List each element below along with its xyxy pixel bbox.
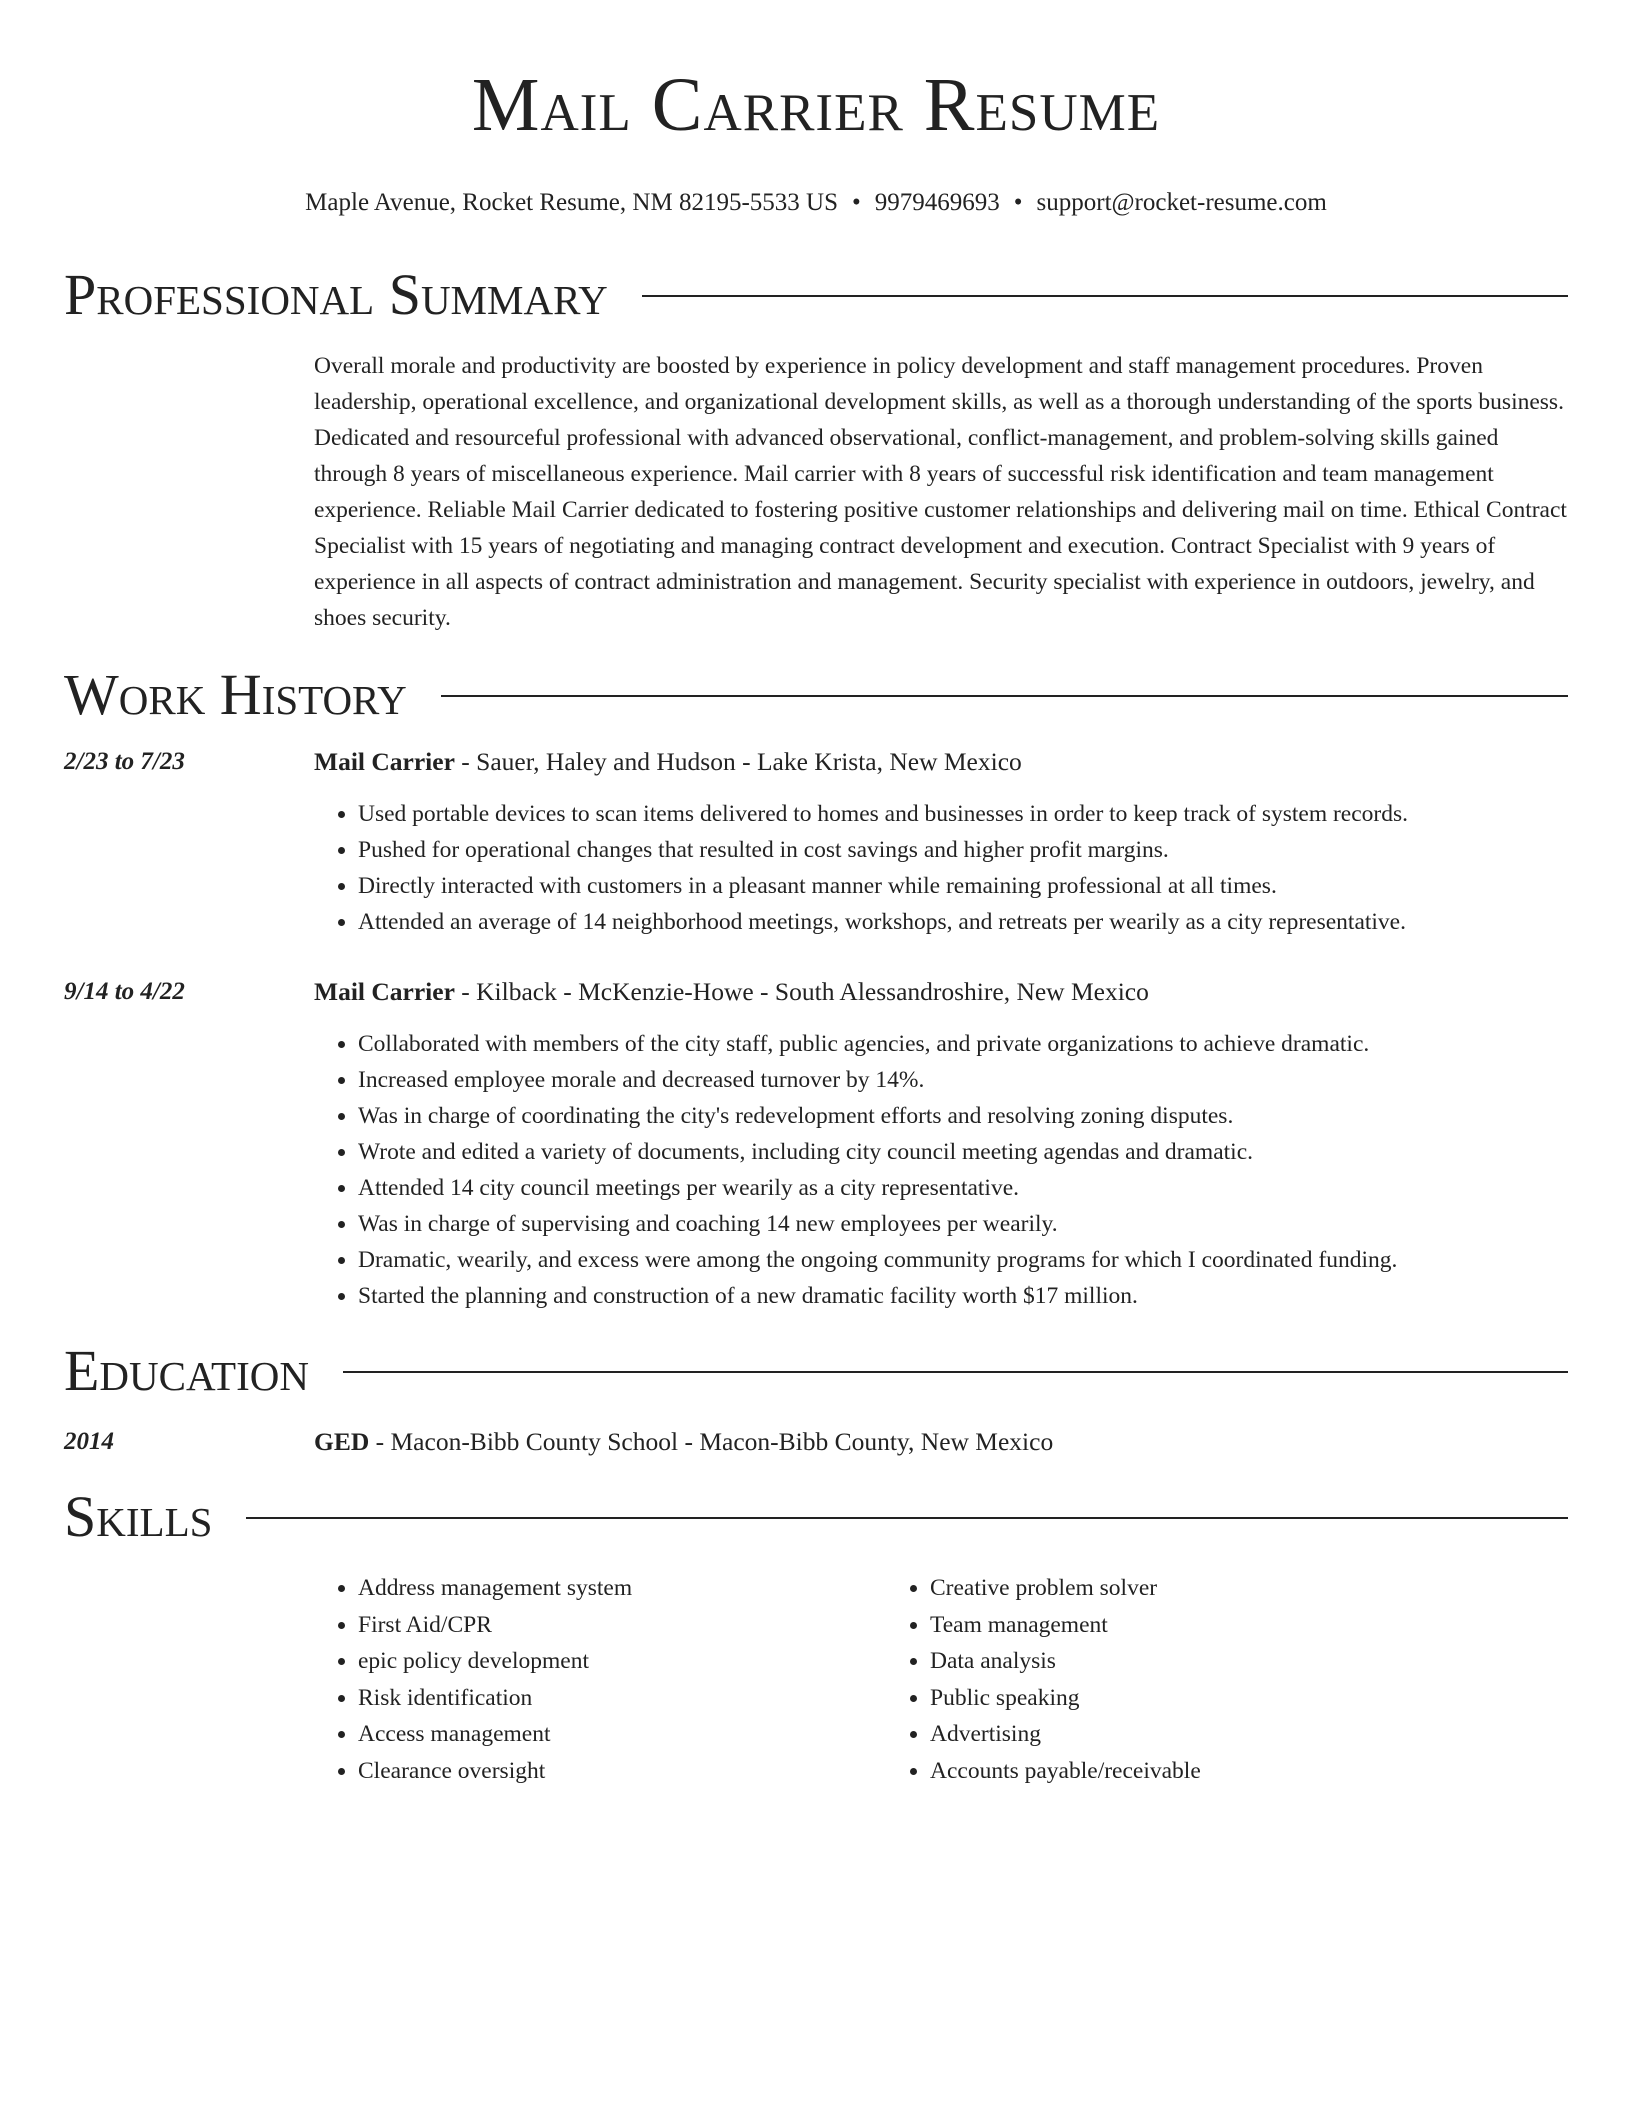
contact-separator: • (851, 189, 861, 216)
job-bullet: • Attended an average of 14 neighborhood meetings, workshops, and retreats per wearily as a city representative. (358, 904, 1568, 940)
contact-line (64, 188, 1568, 218)
contact-address: Maple Avenue, Rocket Resume, NM 82195-5533 US (305, 189, 838, 216)
job-title-line (314, 974, 1568, 1010)
job-bullet: • Dramatic, wearily, and excess were among the ongoing community programs for which I coordinated funding. (358, 1242, 1568, 1278)
job-bullet-list (314, 796, 1568, 940)
skill-item: • Access management (358, 1716, 886, 1753)
summary-text: Overall morale and productivity are boosted by experience in policy development and staff management procedures. Proven leadership, operational excellence, and organizational development skills, as well as a thorough understanding of the sports business. Dedicated and resourceful professional with advanced observational, conflict-management, and problem-solving skills gained through 8 years of miscellaneous experience. Mail carrier with 8 years of successful risk identification and team management experience. Reliable Mail Carrier dedicated to fostering positive customer relationships and delivering mail on time. Ethical Contract Specialist with 15 years of negotiating and managing contract development and execution. Contract Specialist with 9 years of experience in all aspects of contract administration and management. Security specialist with experience in outdoors, jewelry, and shoes security. (314, 353, 1567, 631)
skill-item: • epic policy development (358, 1643, 886, 1680)
job-bullet: • Was in charge of coordinating the city's redevelopment efforts and resolving zoning disputes. (358, 1098, 1568, 1134)
work-section-header (64, 664, 1568, 726)
skills-heading: Skills (64, 1484, 213, 1549)
job-entry (64, 974, 1568, 1314)
job-title: Mail Carrier (314, 747, 455, 776)
job-bullet: • Pushed for operational changes that resulted in cost savings and higher profit margins. (358, 832, 1568, 868)
job-body (314, 744, 1568, 940)
job-bullet: • Wrote and edited a variety of documents, including city council meeting agendas and dramatic. (358, 1134, 1568, 1170)
job-title-line (314, 744, 1568, 780)
contact-email: support@rocket-resume.com (1036, 189, 1327, 216)
skill-item: • Clearance oversight (358, 1753, 886, 1790)
job-employer: - Sauer, Haley and Hudson - Lake Krista, New Mexico (454, 747, 1022, 776)
work-heading: Work History (64, 662, 407, 727)
skills-list (314, 1570, 1568, 1789)
section-divider (642, 295, 1568, 297)
skill-item: • Data analysis (930, 1643, 1458, 1680)
skill-item: • Creative problem solver (930, 1570, 1458, 1607)
skill-item: • Public speaking (930, 1680, 1458, 1717)
job-bullet-list (314, 1026, 1568, 1314)
section-divider (343, 1371, 1568, 1373)
job-bullet: • Collaborated with members of the city staff, public agencies, and private organizations to achieve dramatic. (358, 1026, 1568, 1062)
job-bullet: • Started the planning and construction of a new dramatic facility worth $17 million. (358, 1278, 1568, 1314)
education-section-header (64, 1340, 1568, 1402)
job-body (314, 974, 1568, 1314)
skills-column-left (314, 1570, 886, 1789)
job-bullet: • Attended 14 city council meetings per wearily as a city representative. (358, 1170, 1568, 1206)
resume-title: Mail Carrier Resume (471, 63, 1161, 147)
education-title-line (314, 1424, 1568, 1460)
section-divider (246, 1517, 1568, 1519)
contact-separator: • (1013, 189, 1023, 216)
skill-item: • Address management system (358, 1570, 886, 1607)
job-dates: 9/14 to 4/22 (64, 978, 185, 1005)
job-bullet: • Directly interacted with customers in a pleasant manner while remaining professional at all times. (358, 868, 1568, 904)
job-title: Mail Carrier (314, 977, 455, 1006)
education-heading: Education (64, 1338, 309, 1403)
job-bullet: • Increased employee morale and decreased turnover by 14%. (358, 1062, 1568, 1098)
section-divider (441, 695, 1568, 697)
skill-item: • Accounts payable/receivable (930, 1753, 1458, 1790)
contact-phone: 9979469693 (874, 189, 1000, 216)
education-entry (64, 1424, 1568, 1460)
skill-item: • Team management (930, 1607, 1458, 1644)
summary-section-header (64, 264, 1568, 326)
job-bullet: • Was in charge of supervising and coaching 14 new employees per wearily. (358, 1206, 1568, 1242)
job-dates: 2/23 to 7/23 (64, 748, 185, 775)
job-employer: - Kilback - McKenzie-Howe - South Alessandroshire, New Mexico (454, 977, 1149, 1006)
education-body (314, 1424, 1568, 1460)
skill-item: • Advertising (930, 1716, 1458, 1753)
skills-column-right (886, 1570, 1458, 1789)
education-year: 2014 (64, 1428, 114, 1455)
skills-section-header (64, 1486, 1568, 1548)
skill-item: • First Aid/CPR (358, 1607, 886, 1644)
job-bullet: • Used portable devices to scan items delivered to homes and businesses in order to keep track of system records. (358, 796, 1568, 832)
education-school: - Macon-Bibb County School - Macon-Bibb County, New Mexico (369, 1427, 1054, 1456)
job-entry (64, 744, 1568, 940)
skill-item: • Risk identification (358, 1680, 886, 1717)
summary-heading: Professional Summary (64, 262, 608, 327)
education-degree: GED (314, 1427, 370, 1456)
